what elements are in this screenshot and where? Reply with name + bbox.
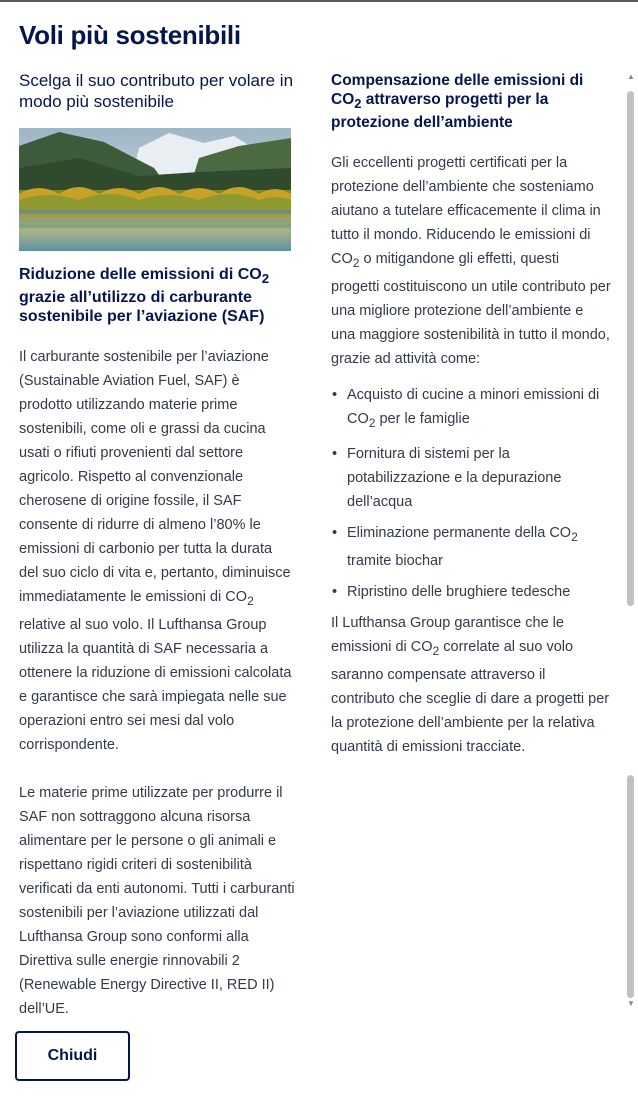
close-button[interactable]: Chiudi <box>15 1031 130 1081</box>
compensation-column <box>331 71 611 759</box>
compensation-heading: Compensazione delle emissioni di $CO_2$ attraverso progetti per la protezione dell’ambiente <box>331 72 584 132</box>
compensation-intro: Gli eccellenti progetti certificati per la protezione dell’ambiente che sosteniamo aiutano a tutelare efficacemente il clima in tutto il mondo. Riducendo le emissioni di $CO_2$ o mitigandone gli effetti, questi progetti costituiscono un utile contributo per una migliore protezione dell’ambiente e una maggiore sostenibilità in tutto il mondo, grazie ad attività come: <box>331 155 611 367</box>
scroll-down-icon[interactable]: ▼ <box>627 999 635 1008</box>
saf-heading: Riduzione delle emissioni di $CO_2$ grazie all’utilizzo di carburante sostenibile per l’aviazione (SAF) <box>19 266 270 326</box>
saf-paragraph-2: Le materie prime utilizzate per produrre il SAF non sottraggono alcuna risorsa alimentare per le persone o gli animali e rispettano rigidi criteri di sostenibilità verificati da enti autonomi. Tutti i carburanti sostenibili per l’aviazione utilizzati dal Lufthansa Group sono conformi alla Direttiva sulle energie rinnovabili 2 (Renewable Energy Directive II, RED II) dell’UE. <box>19 785 295 1018</box>
scrollbar-thumb-secondary[interactable] <box>627 775 634 998</box>
list-item: • Eliminazione permanente della $CO_2$ tramite biochar <box>331 521 611 573</box>
scrollbar-thumb[interactable] <box>627 91 634 606</box>
scrollbar[interactable] <box>625 70 637 1014</box>
saf-paragraph-1: Il carburante sostenibile per l’aviazione (Sustainable Aviation Fuel, SAF) è prodotto utilizzando materie prime sostenibili, come oli e grassi da cucina usati o rifiuti provenienti dal settore agricolo. Rispetto al convenzionale cherosene di origine fossile, il SAF consente di ridurre di almeno l’80% le emissioni di carbonio per tutta la durata del suo ciclo di vita e, pertanto, diminuisce immediatamente le emissioni di $CO_2$ relative al suo volo. Il Lufthansa Group utilizza la quantità di SAF necessaria a ottenere la riduzione di emissioni calcolata e garantisce che sarà impiegata nelle sue operazioni entro sei mesi dal volo corrispondente. <box>19 349 292 754</box>
scroll-up-icon[interactable]: ▲ <box>627 72 635 81</box>
dialog-title: Voli più sostenibili <box>19 20 241 50</box>
dialog-subtitle: Scelga il suo contributo per volare in modo più sostenibile <box>19 71 294 111</box>
top-divider <box>0 0 638 2</box>
activities-list <box>331 383 611 604</box>
compensation-closing: Il Lufthansa Group garantisce che le emissioni di $CO_2$ correlate al suo volo saranno compensate attraverso il contributo che sceglie di dare a progetti per la protezione dell’ambiente per la relativa quantità di emissioni tracciate. <box>331 614 610 755</box>
saf-column <box>19 70 295 1021</box>
list-item: • Acquisto di cucine a minori emissioni di $CO_2$ per le famiglie <box>331 383 611 435</box>
list-item: • Fornitura di sistemi per la potabilizzazione e la depurazione dell’acqua <box>331 442 611 514</box>
list-item: • Ripristino delle brughiere tedesche <box>331 580 611 604</box>
landscape-image <box>19 128 291 251</box>
